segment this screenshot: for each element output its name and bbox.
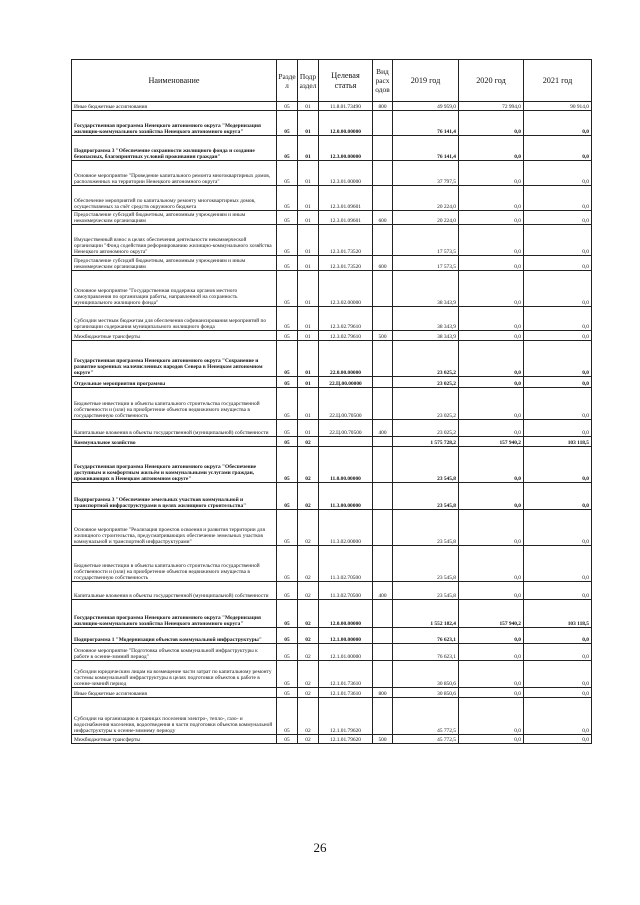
row-razdel-cell: 05 <box>277 331 298 341</box>
row-expense-type-cell <box>373 447 393 483</box>
row-razdel-cell: 05 <box>277 447 298 483</box>
table-row <box>72 437 592 447</box>
row-2019-cell: 76 141,4 <box>393 136 459 161</box>
row-target-article-cell: 12.1.01.73610 <box>319 661 373 688</box>
table-row <box>72 582 592 600</box>
row-expense-type-cell <box>373 483 393 510</box>
row-razdel-cell: 05 <box>277 388 298 420</box>
row-name-cell: Иные бюджетные ассигнования <box>72 102 277 111</box>
row-2019-cell: 17 573,5 <box>393 256 459 271</box>
row-2019-cell: 23 545,8 <box>393 447 459 483</box>
row-razdel-cell: 05 <box>277 377 298 388</box>
row-2020-cell: 0,0 <box>459 271 524 307</box>
row-expense-type-cell <box>373 644 393 661</box>
table-row <box>72 510 592 546</box>
row-2021-cell: 0,0 <box>524 661 592 688</box>
row-2019-cell: 23 025,2 <box>393 341 459 377</box>
row-name-cell: Иные бюджетные ассигнования <box>72 688 277 698</box>
row-name-cell: Отдельные мероприятия программы <box>72 377 277 388</box>
row-expense-type-cell <box>373 225 393 256</box>
row-expense-type-cell <box>373 437 393 447</box>
row-target-article-cell: 11.8.01.73490 <box>319 102 373 111</box>
header-expense-type: Вид расх одов <box>373 60 393 102</box>
row-razdel-cell: 05 <box>277 307 298 331</box>
row-2020-cell: 0,0 <box>459 510 524 546</box>
table-row <box>72 271 592 307</box>
row-target-article-cell: 11.0.00.00000 <box>319 447 373 483</box>
row-2020-cell: 0,0 <box>459 211 524 225</box>
row-expense-type-cell <box>373 271 393 307</box>
row-podrazdel-cell: 02 <box>298 628 319 644</box>
row-2021-cell: 0,0 <box>524 735 592 744</box>
row-name-cell: Капитальные вложения в объекты государственной (муниципальной) собственности <box>72 582 277 600</box>
row-name-cell: Имущественный взнос в целях обеспечения деятельности некоммерческой организации "Фонд содействия реформированию жилищно-коммунального хозяйства Ненецкого автономного округа" <box>72 225 277 256</box>
row-target-article-cell: 12.3.01.73520 <box>319 256 373 271</box>
row-razdel-cell: 05 <box>277 111 298 136</box>
row-razdel-cell: 05 <box>277 688 298 698</box>
row-podrazdel-cell: 01 <box>298 271 319 307</box>
row-expense-type-cell: 500 <box>373 735 393 744</box>
row-razdel-cell: 05 <box>277 271 298 307</box>
row-name-cell: Подпрограмма 3 "Обеспечение земельных участков коммунальной и транспортной инфраструктурами в целях жилищного строительства" <box>72 483 277 510</box>
row-name-cell: Основное мероприятие "Государственная поддержка органов местного самоуправления по организации работы, направленной на сохранность муниципального жилищного фонда" <box>72 271 277 307</box>
row-razdel-cell: 05 <box>277 735 298 744</box>
row-2021-cell: 0,0 <box>524 136 592 161</box>
row-2020-cell: 0,0 <box>459 111 524 136</box>
header-year-2021: 2021 год <box>524 60 592 102</box>
row-target-article-cell: 12.0.00.00000 <box>319 600 373 628</box>
row-expense-type-cell: 400 <box>373 582 393 600</box>
table-row <box>72 546 592 582</box>
row-2021-cell: 0,0 <box>524 388 592 420</box>
header-year-2020: 2020 год <box>459 60 524 102</box>
row-2020-cell: 0,0 <box>459 447 524 483</box>
table-row <box>72 111 592 136</box>
row-target-article-cell: 12.1.01.79620 <box>319 735 373 744</box>
row-2020-cell: 0,0 <box>459 161 524 186</box>
row-podrazdel-cell: 01 <box>298 307 319 331</box>
row-expense-type-cell <box>373 111 393 136</box>
row-2020-cell: 0,0 <box>459 582 524 600</box>
row-razdel-cell: 05 <box>277 628 298 644</box>
budget-table <box>71 59 592 744</box>
row-expense-type-cell <box>373 161 393 186</box>
row-2019-cell: 37 797,5 <box>393 161 459 186</box>
row-2020-cell: 157 940,2 <box>459 600 524 628</box>
row-2020-cell: 0,0 <box>459 420 524 437</box>
row-razdel-cell: 05 <box>277 546 298 582</box>
row-2020-cell: 0,0 <box>459 136 524 161</box>
row-razdel-cell: 05 <box>277 136 298 161</box>
row-2019-cell: 76 623,1 <box>393 644 459 661</box>
table-row <box>72 341 592 377</box>
row-name-cell: Предоставление субсидий бюджетным, автономным учреждениям и иным некоммерческим организациям <box>72 211 277 225</box>
row-target-article-cell: 11.3.02.70500 <box>319 582 373 600</box>
row-expense-type-cell <box>373 388 393 420</box>
row-podrazdel-cell: 01 <box>298 341 319 377</box>
row-2021-cell: 103 118,5 <box>524 600 592 628</box>
row-2021-cell: 0,0 <box>524 483 592 510</box>
row-name-cell: Межбюджетные трансферты <box>72 735 277 744</box>
row-2021-cell: 0,0 <box>524 628 592 644</box>
row-expense-type-cell <box>373 186 393 211</box>
row-expense-type-cell: 500 <box>373 331 393 341</box>
row-target-article-cell: 12.3.02.79610 <box>319 331 373 341</box>
row-podrazdel-cell: 01 <box>298 136 319 161</box>
table-row <box>72 420 592 437</box>
row-expense-type-cell: 400 <box>373 420 393 437</box>
row-2021-cell: 0,0 <box>524 546 592 582</box>
table-row <box>72 211 592 225</box>
row-target-article-cell: 12.3.01.73520 <box>319 225 373 256</box>
row-name-cell: Основное мероприятие "Проведение капитального ремонта многоквартирных домов, расположенных на территории Ненецкого автономного округа" <box>72 161 277 186</box>
row-2021-cell: 0,0 <box>524 161 592 186</box>
row-2021-cell: 0,0 <box>524 510 592 546</box>
table-row <box>72 225 592 256</box>
table-row <box>72 735 592 744</box>
row-name-cell: Государственная программа Ненецкого автономного округа "Модернизация жилищно-коммунального хозяйства Ненецкого автономного округа" <box>72 600 277 628</box>
row-name-cell: Субсидии на организацию в границах поселения электро-, тепло-, газо- и водоснабжения населения, водоотведения в части подготовки объектов коммунальной инфраструктуры к осенне-зимнему периоду <box>72 698 277 735</box>
table-row <box>72 102 592 111</box>
row-2019-cell: 23 025,2 <box>393 420 459 437</box>
row-expense-type-cell <box>373 307 393 331</box>
row-2019-cell: 23 545,8 <box>393 483 459 510</box>
row-target-article-cell: 11.3.00.00000 <box>319 483 373 510</box>
row-2020-cell: 0,0 <box>459 377 524 388</box>
row-target-article-cell: 12.3.01.09601 <box>319 211 373 225</box>
row-2019-cell: 38 343,9 <box>393 307 459 331</box>
row-name-cell: Основное мероприятие "Подготовка объектов коммунальной инфраструктуры к работе в осенне-зимний период" <box>72 644 277 661</box>
row-2021-cell: 0,0 <box>524 582 592 600</box>
row-razdel-cell: 05 <box>277 437 298 447</box>
row-podrazdel-cell: 02 <box>298 546 319 582</box>
row-razdel-cell: 05 <box>277 698 298 735</box>
table-row <box>72 600 592 628</box>
row-podrazdel-cell: 01 <box>298 331 319 341</box>
row-2020-cell: 0,0 <box>459 628 524 644</box>
row-expense-type-cell <box>373 510 393 546</box>
row-2019-cell: 45 772,5 <box>393 698 459 735</box>
row-2021-cell: 0,0 <box>524 377 592 388</box>
row-podrazdel-cell: 02 <box>298 510 319 546</box>
row-podrazdel-cell: 01 <box>298 256 319 271</box>
row-2020-cell: 0,0 <box>459 331 524 341</box>
page-number: 26 <box>313 840 327 855</box>
row-razdel-cell: 05 <box>277 186 298 211</box>
table-row <box>72 161 592 186</box>
table-row <box>72 628 592 644</box>
row-expense-type-cell: 800 <box>373 688 393 698</box>
row-name-cell: Государственная программа Ненецкого автономного округа "Сохранение и развитие коренных малочисленных народов Севера в Ненецком автономном округе" <box>72 341 277 377</box>
row-2021-cell: 0,0 <box>524 341 592 377</box>
row-razdel-cell: 05 <box>277 644 298 661</box>
header-razdel: Разде л <box>277 60 298 102</box>
row-2019-cell: 49 959,0 <box>393 102 459 111</box>
row-razdel-cell: 05 <box>277 102 298 111</box>
row-2020-cell: 72 994,0 <box>459 102 524 111</box>
table-row <box>72 377 592 388</box>
row-2021-cell: 90 914,0 <box>524 102 592 111</box>
row-name-cell: Государственная программа Ненецкого автономного округа "Обеспечение доступным и комфортным жильём и коммунальными услугами граждан, проживающих в Ненецком автономном округе" <box>72 447 277 483</box>
row-podrazdel-cell: 02 <box>298 437 319 447</box>
row-2019-cell: 45 772,5 <box>393 735 459 744</box>
header-name: Наименование <box>72 60 277 102</box>
row-podrazdel-cell: 02 <box>298 661 319 688</box>
row-target-article-cell: 12.3.02.79610 <box>319 307 373 331</box>
row-podrazdel-cell: 01 <box>298 420 319 437</box>
row-2021-cell: 0,0 <box>524 186 592 211</box>
table-header-row <box>72 60 592 102</box>
row-2019-cell: 76 141,4 <box>393 111 459 136</box>
row-2019-cell: 76 623,1 <box>393 628 459 644</box>
row-expense-type-cell: 800 <box>373 102 393 111</box>
row-2019-cell: 30 850,6 <box>393 661 459 688</box>
row-podrazdel-cell: 01 <box>298 161 319 186</box>
row-2020-cell: 0,0 <box>459 341 524 377</box>
row-2019-cell: 20 224,0 <box>393 211 459 225</box>
row-razdel-cell: 05 <box>277 256 298 271</box>
row-razdel-cell: 05 <box>277 341 298 377</box>
row-2020-cell: 0,0 <box>459 644 524 661</box>
row-2019-cell: 23 545,8 <box>393 510 459 546</box>
row-podrazdel-cell: 02 <box>298 644 319 661</box>
row-2021-cell: 0,0 <box>524 644 592 661</box>
row-razdel-cell: 05 <box>277 510 298 546</box>
row-2020-cell: 0,0 <box>459 256 524 271</box>
row-2021-cell: 0,0 <box>524 111 592 136</box>
row-2019-cell: 38 343,9 <box>393 331 459 341</box>
row-podrazdel-cell: 02 <box>298 698 319 735</box>
row-razdel-cell: 05 <box>277 211 298 225</box>
row-2020-cell: 0,0 <box>459 688 524 698</box>
row-podrazdel-cell: 02 <box>298 582 319 600</box>
row-podrazdel-cell: 01 <box>298 377 319 388</box>
row-2021-cell: 0,0 <box>524 211 592 225</box>
row-name-cell: Бюджетные инвестиции в объекты капитального строительства государственной собственности и (или) на приобретение объектов недвижимого имущества в государственную собственность <box>72 388 277 420</box>
row-2021-cell: 0,0 <box>524 256 592 271</box>
row-expense-type-cell <box>373 600 393 628</box>
row-podrazdel-cell: 01 <box>298 102 319 111</box>
table-row <box>72 186 592 211</box>
table-body <box>72 102 592 744</box>
row-target-article-cell: 12.3.01.09601 <box>319 186 373 211</box>
row-razdel-cell: 05 <box>277 161 298 186</box>
row-2020-cell: 157 940,2 <box>459 437 524 447</box>
row-razdel-cell: 05 <box>277 661 298 688</box>
row-expense-type-cell <box>373 377 393 388</box>
row-name-cell: Подпрограмма 3 "Обеспечение сохранности жилищного фонда и создание безопасных, благоприятных условий проживания граждан" <box>72 136 277 161</box>
row-target-article-cell: 12.3.02.00000 <box>319 271 373 307</box>
row-2019-cell: 23 545,8 <box>393 582 459 600</box>
row-expense-type-cell: 600 <box>373 256 393 271</box>
row-2019-cell: 1 575 728,2 <box>393 437 459 447</box>
row-podrazdel-cell: 02 <box>298 447 319 483</box>
row-razdel-cell: 05 <box>277 483 298 510</box>
table-row <box>72 136 592 161</box>
table-row <box>72 483 592 510</box>
row-target-article-cell: 12.1.00.00000 <box>319 628 373 644</box>
row-2020-cell: 0,0 <box>459 186 524 211</box>
header-target-article: Целевая статья <box>319 60 373 102</box>
row-target-article-cell: 12.1.01.00000 <box>319 644 373 661</box>
row-expense-type-cell <box>373 698 393 735</box>
row-target-article-cell: 12.3.00.00000 <box>319 136 373 161</box>
row-2021-cell: 0,0 <box>524 307 592 331</box>
row-target-article-cell: 11.3.02.00000 <box>319 510 373 546</box>
row-podrazdel-cell: 02 <box>298 600 319 628</box>
row-razdel-cell: 05 <box>277 225 298 256</box>
row-podrazdel-cell: 01 <box>298 388 319 420</box>
row-expense-type-cell: 600 <box>373 211 393 225</box>
row-podrazdel-cell: 01 <box>298 186 319 211</box>
table-row <box>72 307 592 331</box>
row-2020-cell: 0,0 <box>459 483 524 510</box>
row-target-article-cell: 12.0.00.00000 <box>319 111 373 136</box>
row-2021-cell: 103 118,5 <box>524 437 592 447</box>
table-row <box>72 331 592 341</box>
row-expense-type-cell <box>373 628 393 644</box>
row-2020-cell: 0,0 <box>459 698 524 735</box>
row-2019-cell: 20 224,0 <box>393 186 459 211</box>
row-podrazdel-cell: 02 <box>298 483 319 510</box>
table-row <box>72 644 592 661</box>
row-name-cell: Капитальные вложения в объекты государственной (муниципальной) собственности <box>72 420 277 437</box>
table-row <box>72 698 592 735</box>
row-podrazdel-cell: 01 <box>298 225 319 256</box>
row-expense-type-cell <box>373 136 393 161</box>
row-target-article-cell: 12.1.01.79620 <box>319 698 373 735</box>
row-2019-cell: 23 025,2 <box>393 388 459 420</box>
row-2021-cell: 0,0 <box>524 271 592 307</box>
row-razdel-cell: 05 <box>277 600 298 628</box>
row-target-article-cell: 12.3.01.00000 <box>319 161 373 186</box>
row-2019-cell: 38 343,9 <box>393 271 459 307</box>
row-2021-cell: 0,0 <box>524 688 592 698</box>
table-row <box>72 661 592 688</box>
row-name-cell: Подпрограмма 1 "Модернизация объектов коммунальной инфраструктуры" <box>72 628 277 644</box>
row-target-article-cell: 11.3.02.70500 <box>319 546 373 582</box>
row-2021-cell: 0,0 <box>524 698 592 735</box>
row-target-article-cell <box>319 437 373 447</box>
row-target-article-cell: 22.Ц.00.70500 <box>319 388 373 420</box>
row-2020-cell: 0,0 <box>459 388 524 420</box>
row-2019-cell: 1 552 182,4 <box>393 600 459 628</box>
table-row <box>72 256 592 271</box>
row-razdel-cell: 05 <box>277 582 298 600</box>
row-name-cell: Межбюджетные трансферты <box>72 331 277 341</box>
row-podrazdel-cell: 01 <box>298 111 319 136</box>
row-2020-cell: 0,0 <box>459 546 524 582</box>
row-2021-cell: 0,0 <box>524 225 592 256</box>
row-target-article-cell: 22.Ц.00.00000 <box>319 377 373 388</box>
row-2020-cell: 0,0 <box>459 735 524 744</box>
row-name-cell: Коммунальное хозяйство <box>72 437 277 447</box>
header-year-2019: 2019 год <box>393 60 459 102</box>
row-expense-type-cell <box>373 661 393 688</box>
row-2019-cell: 30 850,6 <box>393 688 459 698</box>
row-2021-cell: 0,0 <box>524 331 592 341</box>
table-row <box>72 688 592 698</box>
row-2021-cell: 0,0 <box>524 420 592 437</box>
row-expense-type-cell <box>373 546 393 582</box>
row-expense-type-cell <box>373 341 393 377</box>
row-name-cell: Субсидии местным бюджетам для обеспечения софинансирования мероприятий по организации содержания муниципального жилищного фонда <box>72 307 277 331</box>
row-2020-cell: 0,0 <box>459 661 524 688</box>
row-name-cell: Бюджетные инвестиции в объекты капитального строительства государственной собственности и (или) на приобретение объектов недвижимого имущества в государственную собственность <box>72 546 277 582</box>
header-podrazdel: Подр аздел <box>298 60 319 102</box>
row-name-cell: Субсидии юридическим лицам на возмещение части затрат по капитальному ремонту системы коммунальной инфраструктуры в целях подготовки объектов к работе в осенне-зимний период <box>72 661 277 688</box>
row-2020-cell: 0,0 <box>459 225 524 256</box>
row-2019-cell: 23 025,2 <box>393 377 459 388</box>
row-2021-cell: 0,0 <box>524 447 592 483</box>
row-name-cell: Основное мероприятие "Реализация проектов освоения и развития территории для жилищного строительства, предусматривающих обеспечение земельных участков коммунальной и транспортной инфраструктурами" <box>72 510 277 546</box>
row-name-cell: Предоставление субсидий бюджетным, автономным учреждениям и иным некоммерческим организациям <box>72 256 277 271</box>
table-row <box>72 447 592 483</box>
row-podrazdel-cell: 02 <box>298 688 319 698</box>
row-podrazdel-cell: 01 <box>298 211 319 225</box>
row-razdel-cell: 05 <box>277 420 298 437</box>
table-row <box>72 388 592 420</box>
row-podrazdel-cell: 02 <box>298 735 319 744</box>
row-name-cell: Обеспечение мероприятий по капитальному ремонту многоквартирных домов, осуществляемых за счёт средств окружного бюджета <box>72 186 277 211</box>
row-target-article-cell: 22.0.00.00000 <box>319 341 373 377</box>
row-target-article-cell: 22.Ц.00.70500 <box>319 420 373 437</box>
row-target-article-cell: 12.1.01.73610 <box>319 688 373 698</box>
row-2019-cell: 23 545,8 <box>393 546 459 582</box>
row-2020-cell: 0,0 <box>459 307 524 331</box>
row-name-cell: Государственная программа Ненецкого автономного округа "Модернизация жилищно-коммунального хозяйства Ненецкого автономного округа" <box>72 111 277 136</box>
row-2019-cell: 17 573,5 <box>393 225 459 256</box>
